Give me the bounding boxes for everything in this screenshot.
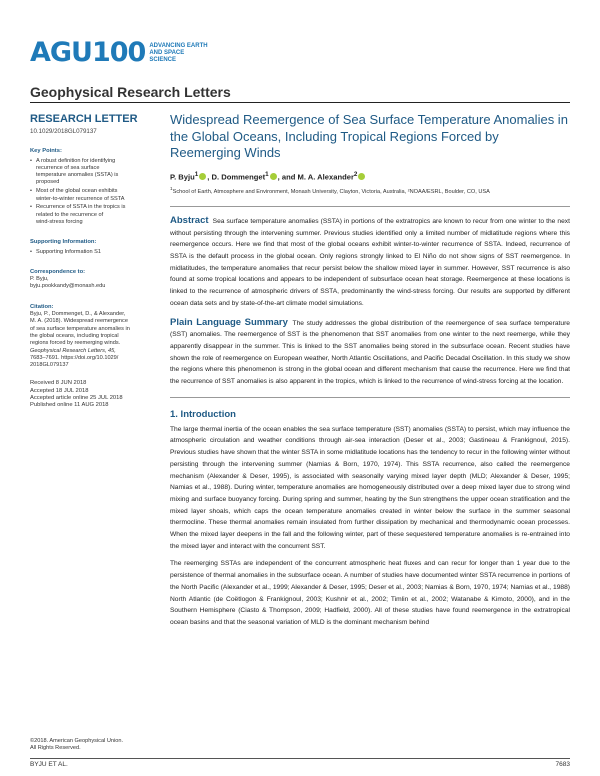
article-main bbox=[170, 112, 570, 629]
section-rule bbox=[170, 397, 570, 398]
abstract-text: Sea surface temperature anomalies (SSTA) in portions of the extratropics are known to recur from one winter to the next without persisting through the intervening summer. Previous studies identified only a limited number of midlatitude regions where this reemergence occurs. Here we find that most of the global oceans exhibit winter-to-winter recurrence of SSTA. Indeed, recurrence of SSTA is the default process in the global ocean. Only regions strongly linked to El Niño do not show signs of SST reemergence. In midlatitudes, the temperature anomalies that recur persist below the shallow mixed layer in summer. However, SST recurrence is also found at some tropical locations and appears to be independent of subsurface ocean heat storage. Reemergence at these locations is linked to the recurrence of atmospheric drivers of SSTA, predominantly the wind-stress forcing. Our results are supported by different ocean data sets and by state-of-the-art climate model simulations. bbox=[170, 217, 570, 307]
abstract-label: Abstract bbox=[170, 214, 209, 226]
intro-paragraph-1: The large thermal inertia of the ocean enables the sea surface temperature (SST) anomalies (SSTA) to persist, which may influence the atmospheric circulation and weather conditions through air-sea interaction (Deser et al., 2003; Gastineau & Frankignoul, 2015). Previous studies have shown that the winter SSTA in some midlatitude locations has the tendency to recur in the following winter without persisting through the intervening summer (Namias & Born, 1970, 1974). This SSTA recurrence, also called the reemergence mechanism (Alexander & Deser, 1995), is associated with seasonally varying mixed layer depth (MLD; Alexander & Deser, 1995; Namias et al., 1988). During winter, temperature anomalies are homogeneously distributed over a deep mixed layer due to strong wind mixing and surface buoyancy forcing. During spring and summer, heating by the Sun strengthens the upper ocean stratification and the mixed layer shoals, which caps the ocean temperature anomalies created in winter below the surface in the summer seasonal thermocline. These thermal anomalies remain insulated from further dissipation by mechanical and thermodynamic ocean processes. When the mixed layer deepens in the fall and the following winter, part of these sequestered temperature anomalies is re-entrained into the mixed layer and interact with the concurrent SST. bbox=[170, 425, 571, 550]
supporting-heading: Supporting Information: bbox=[30, 239, 97, 246]
key-points-list bbox=[30, 158, 152, 227]
pls-label: Plain Language Summary bbox=[170, 316, 288, 328]
header-rule bbox=[30, 102, 570, 103]
sidebar bbox=[30, 112, 152, 410]
key-point-line: winter-to-winter recurrence of SSTA bbox=[36, 195, 125, 202]
pls-text: The study addresses the global distribution of the reemergence of sea surface temperature (SST) anomalies. The reemergence of SST is the phenomenon that SST anomalies from one winter to the next reemerge, while they apparently disappear in the summer. This is linked to the SST anomalies being stored in the subsurface ocean. Recent studies have shown the role of reemergence on European weather, North Atlantic Oscillations, and Pacific Decadal Oscillation. In this study we show the regions where this phenomenon is strong in the global ocean and different mechanism that cause the recurrence. Here we find that the recurrence of SST anomalies is also apparent in the tropics, which is linked to the recurrence of wind-stress forcing at the location. bbox=[170, 319, 570, 386]
author-sup: 1 bbox=[194, 170, 199, 178]
citation-line: 7683–7691. https://doi.org/10.1029/ bbox=[30, 354, 119, 361]
history-date: Received 8 JUN 2018 bbox=[30, 380, 87, 387]
author-separator: , bbox=[207, 172, 212, 182]
page-number: 7683 bbox=[555, 761, 570, 768]
author-separator: , and bbox=[277, 172, 298, 182]
key-point-line: • A robust definition for identifying bbox=[36, 157, 116, 164]
key-point-line: temperature anomalies (SSTA) is bbox=[36, 172, 119, 179]
plain-language-summary bbox=[170, 317, 570, 388]
key-points-heading: Key Points: bbox=[30, 148, 62, 155]
copyright-line: ©2018. American Geophysical Union. bbox=[30, 738, 124, 744]
journal-name: Geophysical Research Letters bbox=[30, 84, 231, 100]
citation-line: regions forced by reemerging winds. bbox=[30, 340, 121, 347]
citation-line: 2018GL079137 bbox=[30, 362, 69, 369]
correspondence-email[interactable]: byju.pookkandy@monash.edu bbox=[30, 283, 106, 290]
copyright bbox=[30, 738, 152, 752]
agu-logo bbox=[30, 38, 211, 68]
citation-journal: Geophysical Research Letters, 45, bbox=[30, 347, 116, 354]
key-point-line: recurrence of sea surface bbox=[36, 164, 100, 171]
history-date: Accepted article online 25 JUL 2018 bbox=[30, 395, 123, 402]
key-point-line: • Recurrence of SSTA in the tropics is bbox=[36, 204, 126, 211]
key-point bbox=[30, 158, 152, 187]
author-name: D. Dommenget bbox=[211, 172, 266, 182]
intro-paragraph-2: The reemerging SSTAs are independent of the concurrent atmospheric heat fluxes and can recur for longer than 1 year due to the persistence of thermal anomalies in the subsurface ocean. A number of studies have documented winter SSTA recurrence in portions of the North Pacific (Alexander et al., 1999; Alexander & Deser, 1995; Deser et al., 2003; Namias & Born, 1970, 1974; Namias et al., 1988) North Atlantic (de Coëtlogon & Frankignoul, 2003; Kushnir et al., 2002; Timlin et al., 2002; Watanabe & Kimoto, 2000), and in the Southern Hemisphere (Ciasto & Thompson, 2009; Hadfield, 2000). All of these studies have found reemergence in the extratropical ocean basins and that the seasonal variation of MLD is the dominant mechanism behind bbox=[170, 560, 570, 626]
affil-text: School of Earth, Atmosphere and Environment, Monash University, Clayton, Victoria, Australia, ²NOAA/ESRL, Boulder, CO, USA bbox=[172, 188, 490, 195]
citation-line: M. A. (2018). Widespread reemergence bbox=[30, 318, 128, 325]
footer-rule bbox=[30, 758, 570, 759]
article-type: RESEARCH LETTER bbox=[30, 113, 138, 125]
orcid-icon[interactable] bbox=[199, 173, 206, 180]
affil-sup: 1 bbox=[170, 186, 173, 192]
key-point bbox=[30, 188, 152, 203]
copyright-line: All Rights Reserved. bbox=[30, 745, 81, 751]
affiliations bbox=[170, 185, 570, 196]
key-point-line: proposed bbox=[36, 179, 60, 186]
citation-line: of sea surface temperature anomalies in bbox=[30, 325, 130, 332]
abstract bbox=[170, 215, 570, 310]
history-date: Published online 11 AUG 2018 bbox=[30, 402, 109, 409]
author-sup: 2 bbox=[353, 170, 358, 178]
key-point-line: wind-stress forcing bbox=[36, 218, 83, 225]
author-sup: 1 bbox=[265, 170, 269, 178]
logo-tagline: ADVANCING EARTH AND SPACE SCIENCE bbox=[149, 42, 208, 63]
author-list bbox=[170, 171, 570, 182]
supporting-item[interactable]: • Supporting Information S1 bbox=[30, 249, 152, 256]
key-point bbox=[30, 204, 152, 226]
key-point-line: • Most of the global ocean exhibits bbox=[36, 188, 118, 195]
orcid-icon[interactable] bbox=[358, 173, 365, 180]
orcid-icon[interactable] bbox=[270, 173, 277, 180]
logo-mark: AGU100 bbox=[30, 37, 146, 68]
correspondence-name: P. Byju, bbox=[30, 276, 49, 283]
article-title: Widespread Reemergence of Sea Surface Temperature Anomalies in the Global Oceans, Including Tropical Regions Forced by Reemerging Winds bbox=[170, 112, 568, 160]
history-date: Accepted 18 JUL 2018 bbox=[30, 387, 89, 394]
abstract-rule bbox=[170, 206, 570, 207]
citation bbox=[30, 311, 152, 369]
correspondence-heading: Correspondence to: bbox=[30, 268, 86, 275]
section-heading: 1. Introduction bbox=[170, 408, 236, 420]
footer-authors: BYJU ET AL. bbox=[30, 761, 68, 768]
doi[interactable]: 10.1029/2018GL079137 bbox=[30, 128, 97, 135]
key-point-line: related to the recurrence of bbox=[36, 211, 104, 218]
history-dates bbox=[30, 380, 152, 409]
citation-line: Byju, P., Dommenget, D., & Alexander, bbox=[30, 311, 126, 318]
citation-heading: Citation: bbox=[30, 303, 54, 310]
author-name: P. Byju bbox=[170, 172, 195, 182]
citation-line: the global oceans, including tropical bbox=[30, 332, 119, 339]
supporting-list bbox=[30, 249, 152, 256]
author-name: M. A. Alexander bbox=[297, 172, 354, 182]
